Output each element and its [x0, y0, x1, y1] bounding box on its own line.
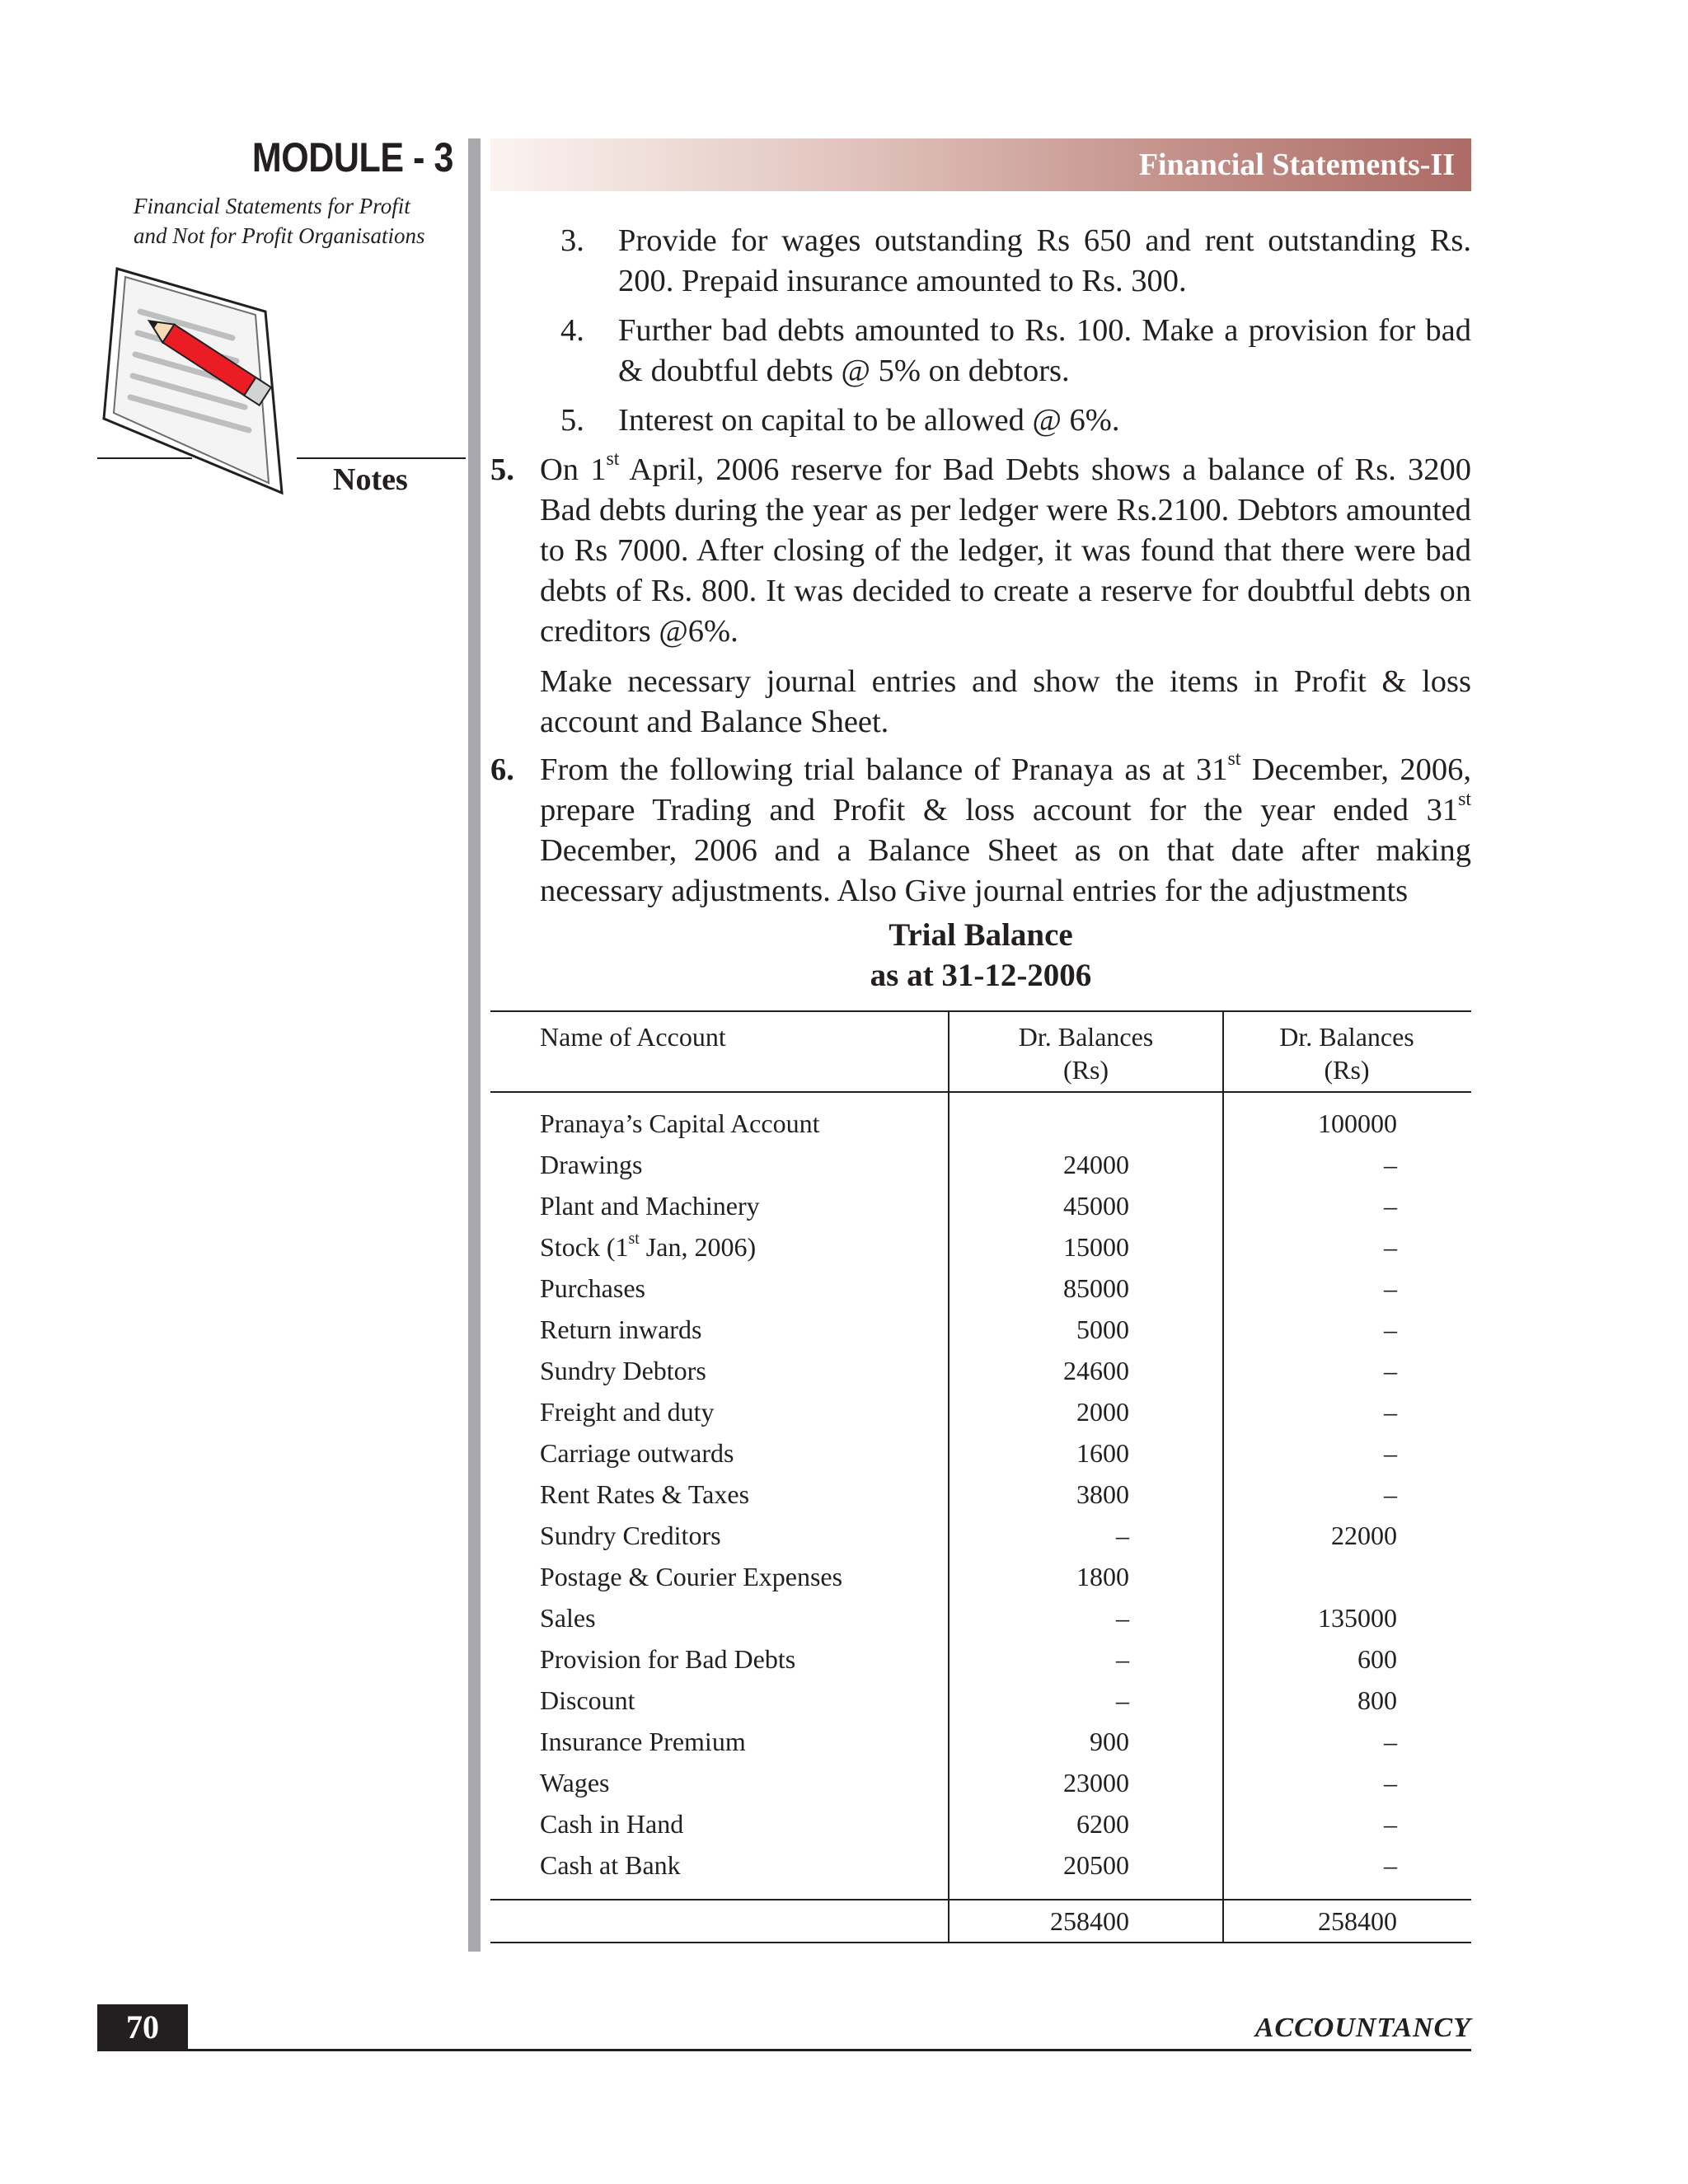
list-item-text: Further bad debts amounted to Rs. 100. Make a provision for bad & doubtful debts @ 5% on debtors.: [618, 313, 1471, 388]
table-row: Wages 23000 –: [540, 1768, 1397, 1797]
list-item: [560, 311, 1471, 391]
table-row: Discount – 800: [540, 1685, 1397, 1715]
question-number: 5.: [490, 452, 514, 487]
table-row: Purchases 85000 –: [540, 1273, 1397, 1303]
list-item-text: Provide for wages outstanding Rs 650 and rent outstanding Rs. 200. Prepaid insurance amounted to Rs. 300.: [618, 223, 1471, 298]
table-row: Plant and Machinery 45000 –: [540, 1191, 1397, 1221]
question-instruction: Make necessary journal entries and show the items in Profit & loss account and Balance Sheet.: [540, 664, 1471, 739]
list-item-number: 4.: [560, 313, 584, 348]
notes-pencil-icon: [92, 262, 323, 497]
table-row: Cash at Bank 20500 –: [540, 1850, 1397, 1880]
table-row: Pranaya’s Capital Account 100000: [540, 1108, 1397, 1138]
column-header-dr: Dr. Balances (Rs): [1018, 1022, 1154, 1085]
table-row: Sundry Creditors – 22000: [540, 1521, 1397, 1550]
header-banner: [490, 138, 1471, 191]
table-bottom-rule: [490, 1942, 1471, 1943]
list-item: [560, 401, 1471, 441]
notes-rule-left: [97, 457, 192, 459]
module-subtitle-line2: and Not for Profit Organisations: [134, 223, 425, 248]
module-title: MODULE - 3: [251, 134, 453, 180]
table-top-rule: [490, 1010, 1471, 1012]
module-subtitle: [134, 191, 480, 251]
list-item-text: Interest on capital to be allowed @ 6%.: [618, 403, 1120, 438]
table-header-rule: [490, 1091, 1471, 1093]
list-item-number: 5.: [560, 403, 584, 438]
question-number: 6.: [490, 752, 514, 787]
table-row: Rent Rates & Taxes 3800 –: [540, 1479, 1397, 1509]
table-row: Stock (1st Jan, 2006) 15000 –: [540, 1230, 1397, 1262]
table-title: Trial Balance as at 31-12-2006: [870, 917, 1092, 993]
question-5: [490, 450, 1471, 743]
question-text: From the following trial balance of Pranaya as at 31st December, 2006, prepare Trading and Profit & loss account for the year ended 31st December, 2006 and a Balance Sheet as on that date after making necessary adjustments. Also Give journal entries for the adjustments: [540, 748, 1471, 908]
table-total-row: 258400 258400: [1050, 1906, 1397, 1936]
list-item: [560, 221, 1471, 302]
table-row: Postage & Courier Expenses 1800: [540, 1562, 1129, 1591]
table-row: Insurance Premium 900 –: [540, 1727, 1397, 1756]
notes-rule-right: [297, 457, 466, 459]
table-row: Provision for Bad Debts – 600: [540, 1644, 1397, 1674]
question-text: On 1st April, 2006 reserve for Bad Debts shows a balance of Rs. 3200 Bad debts during the year as per ledger were Rs.2100. Debtors amounted to Rs 7000. After closing of the ledger, it was found that there were bad debts of Rs. 800. It was decided to create a reserve for doubtful debts on creditors @6%.: [540, 448, 1471, 649]
notes-label: Notes: [333, 462, 408, 497]
table-row: Sales – 135000: [540, 1603, 1397, 1633]
column-divider: [468, 138, 481, 1952]
question-6: [490, 750, 1471, 912]
table-row: Carriage outwards 1600 –: [540, 1438, 1397, 1468]
table-row: Sundry Debtors 24600 –: [540, 1356, 1397, 1385]
footer-label: ACCOUNTANCY: [1254, 2013, 1471, 2043]
table-row: Drawings 24000 –: [540, 1150, 1397, 1179]
table-row: Return inwards 5000 –: [540, 1315, 1397, 1344]
table-row: Cash in Hand 6200 –: [540, 1809, 1397, 1839]
list-item-number: 3.: [560, 223, 584, 258]
column-header-cr: Dr. Balances (Rs): [1279, 1022, 1414, 1085]
page-number: 70: [97, 2004, 188, 2050]
column-header-name: Name of Account: [540, 1022, 726, 1052]
footer-rule: [97, 2049, 1471, 2051]
header-title: Financial Statements-II: [1138, 148, 1455, 182]
module-subtitle-line1: Financial Statements for Profit: [134, 194, 410, 218]
table-row: Freight and duty 2000 –: [540, 1397, 1397, 1427]
